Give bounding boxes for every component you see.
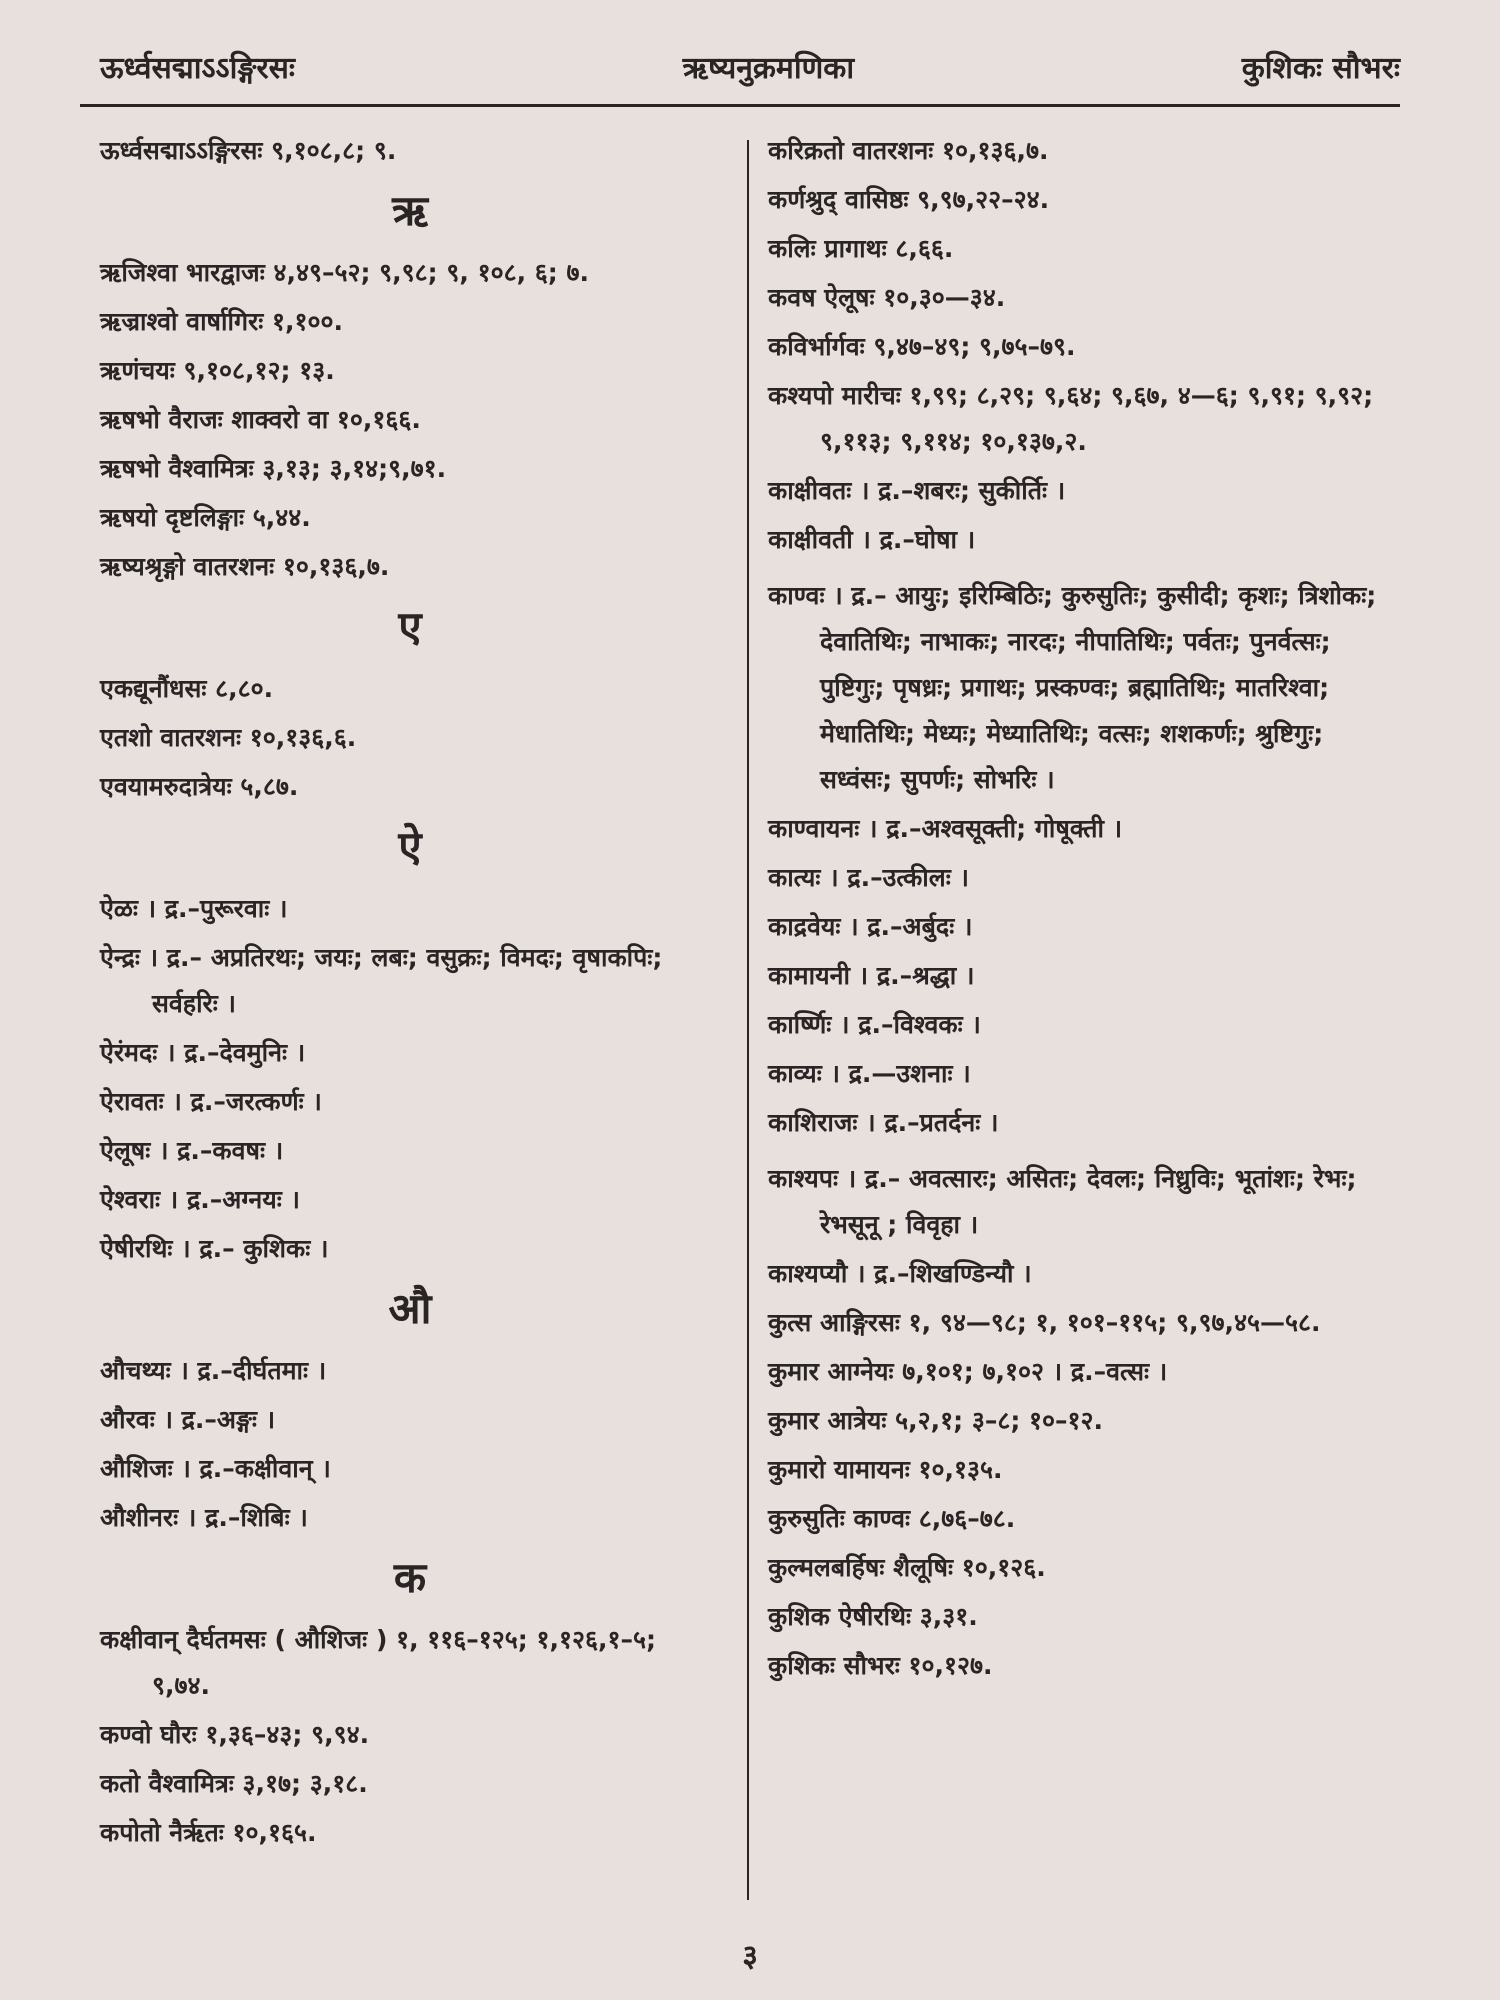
index-entry: कुमार आग्नेयः ७,१०१; ७,१०२ । द्र.–वत्सः ।: [768, 1357, 1168, 1386]
index-entry: कुत्स आङ्गिरसः १, ९४—९८; १, १०१–११५; ९,९७,४५—५८.: [768, 1308, 1321, 1337]
index-entry: ऊर्ध्वसद्माऽऽङ्गिरसः ९,१०८,८; ९.: [100, 136, 397, 165]
index-entry: काव्यः । द्र.—उशनाः ।: [768, 1059, 971, 1088]
index-entry: कुशिकः सौभरः १०,१२७.: [768, 1651, 993, 1680]
index-entry: ऋषयो दृष्टलिङ्गाः ५,४४.: [100, 503, 311, 532]
index-entry: औशीनरः । द्र.–शिबिः ।: [100, 1503, 308, 1532]
index-entry: ऐळः । द्र.–पुरूरवाः ।: [100, 894, 288, 923]
index-entry: ऋजिश्वा भारद्वाजः ४,४९–५२; ९,९८; ९, १०८, ६; ७.: [100, 258, 589, 287]
index-entry: काश्यपः । द्र.– अवत्सारः; असितः; देवलः; निध्रुविः; भूतांशः; रेभः; रेभसूनू ; विवृहा ।: [768, 1164, 1357, 1239]
index-entry: कण्वो घौरः १,३६–४३; ९,९४.: [100, 1720, 370, 1749]
index-entry: कुल्मलबर्हिषः शैलूषिः १०,१२६.: [768, 1553, 1046, 1582]
page-number: ३: [742, 1939, 758, 1974]
index-entry: कक्षीवान् दैर्घतमसः ( औशिजः ) १, ११६–१२५; १,१२६,१–५; ९,७४.: [100, 1625, 656, 1700]
index-entry: कात्यः । द्र.–उत्कीलः ।: [768, 863, 969, 892]
index-entry: ऐरावतः । द्र.–जरत्कर्णः ।: [100, 1087, 322, 1116]
section-heading: ऋ: [392, 186, 428, 235]
right-column: [768, 128, 1393, 1692]
column-divider: [747, 140, 749, 1900]
index-entry: ऐन्द्रः । द्र.– अप्रतिरथः; जयः; लबः; वसुक्रः; विमदः; वृषाकपिः; सर्वहरिः ।: [100, 943, 663, 1018]
running-header: [100, 38, 1400, 94]
index-entry: कर्णश्रुद् वासिष्ठः ९,९७,२२–२४.: [768, 185, 1050, 214]
index-entry: कार्ष्णिः । द्र.–विश्वकः ।: [768, 1010, 981, 1039]
index-entry: ऋष्यश्रृङ्गो वातरशनः १०,१३६,७.: [100, 552, 390, 581]
index-entry: काण्वायनः । द्र.–अश्वसूक्ती; गोषूक्ती ।: [768, 814, 1123, 843]
index-entry: एवयामरुदात्रेयः ५,८७.: [100, 772, 299, 801]
header-rule: [80, 104, 1400, 107]
index-entry: काक्षीवती । द्र.–घोषा ।: [768, 525, 976, 554]
index-entry: काक्षीवतः । द्र.–शबरः; सुकीर्तिः ।: [768, 476, 1066, 505]
index-entry: कविर्भार्गवः ९,४७–४९; ९,७५–७९.: [768, 332, 1076, 361]
index-entry: कुमारो यामायनः १०,१३५.: [768, 1455, 1003, 1484]
index-entry: काशिराजः । द्र.–प्रतर्दनः ।: [768, 1108, 999, 1137]
header-title: ऋष्यनुक्रमणिका: [682, 50, 855, 86]
index-entry: ऋषभो वैश्वामित्रः ३,१३; ३,१४;९,७१.: [100, 454, 447, 483]
index-entry: करिक्रतो वातरशनः १०,१३६,७.: [768, 136, 1049, 165]
index-entry: ऐषीरथिः । द्र.– कुशिकः ।: [100, 1234, 329, 1263]
index-entry: एतशो वातरशनः १०,१३६,६.: [100, 723, 357, 752]
section-heading: ए: [398, 602, 422, 651]
header-right-guideword: कुशिकः सौभरः: [1241, 50, 1400, 86]
left-column: [100, 128, 720, 1859]
index-entry: ऐश्वराः । द्र.–अग्नयः ।: [100, 1185, 300, 1214]
index-entry: ऋणंचयः ९,१०८,१२; १३.: [100, 356, 335, 385]
index-entry: ऐरंमदः । द्र.–देवमुनिः ।: [100, 1038, 306, 1067]
index-entry: कामायनी । द्र.–श्रद्धा ।: [768, 961, 975, 990]
index-entry: कवष ऐलूषः १०,३०—३४.: [768, 283, 1006, 312]
index-entry: ऋज्राश्वो वार्षागिरः १,१००.: [100, 307, 344, 336]
index-entry: एकद्यूनौंधसः ८,८०.: [100, 674, 274, 703]
index-entry: काश्यप्यौ । द्र.–शिखण्डिन्यौ ।: [768, 1259, 1032, 1288]
index-entry: ऐलूषः । द्र.–कवषः ।: [100, 1136, 284, 1165]
index-entry: कश्यपो मारीचः १,९९; ८,२९; ९,६४; ९,६७, ४—६; ९,९१; ९,९२; ९,११३; ९,११४; १०,१३७,२.: [768, 381, 1374, 456]
index-entry: कपोतो नैर्ऋतः १०,१६५.: [100, 1818, 317, 1847]
index-entry: ऋषभो वैराजः शाक्वरो वा १०,१६६.: [100, 405, 421, 434]
header-left-guideword: ऊर्ध्वसद्माऽऽङ्गिरसः: [100, 50, 295, 86]
index-entry: कलिः प्रागाथः ८,६६.: [768, 234, 954, 263]
index-entry: औरवः । द्र.–अङ्गः ।: [100, 1405, 276, 1434]
index-entry: कुशिक ऐषीरथिः ३,३१.: [768, 1602, 978, 1631]
section-heading: क: [393, 1553, 427, 1602]
index-entry: कतो वैश्वामित्रः ३,१७; ३,१८.: [100, 1769, 368, 1798]
index-entry: कुमार आत्रेयः ५,२,१; ३–८; १०–१२.: [768, 1406, 1104, 1435]
section-heading: औ: [388, 1284, 432, 1333]
index-entry: काण्वः । द्र.– आयुः; इरिम्बिठिः; कुरुसुतिः; कुसीदी; कृशः; त्रिशोकः; देवातिथिः; नाभाकः; नारदः; नीपातिथिः; पर्वतः; पुनर्वत्सः; पुष्टिगुः; पृषध्रः; प्रगाथः; प्रस्कण्वः; ब्रह्मातिथिः; मातरिश्वा; मेधातिथिः; मेध्यः; मेध्यातिथिः; वत्सः; शशकर्णः; श्रुष्टिगुः; सध्वंसः; सुपर्णः; सोभरिः ।: [768, 581, 1377, 794]
index-entry: औचथ्यः । द्र.–दीर्घतमाः ।: [100, 1356, 327, 1385]
index-entry: काद्रवेयः । द्र.–अर्बुदः ।: [768, 912, 973, 941]
index-entry: कुरुसुतिः काण्वः ८,७६–७८.: [768, 1504, 1016, 1533]
index-entry: औशिजः । द्र.–कक्षीवान् ।: [100, 1454, 331, 1483]
section-heading: ऐ: [398, 822, 422, 871]
